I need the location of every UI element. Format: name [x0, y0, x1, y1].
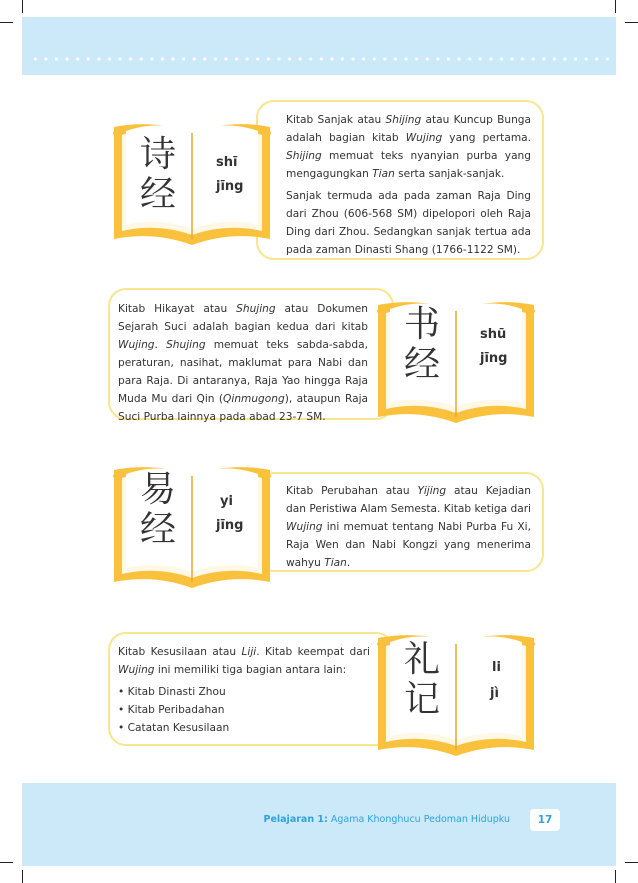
book-shape [192, 125, 258, 229]
book-illustration-yijing [110, 456, 274, 594]
liji-description [118, 643, 370, 679]
pinyin-label: shī [216, 155, 238, 170]
crop-mark [625, 862, 638, 863]
lesson-title: Agama Khonghucu Pedoman Hidupku [330, 814, 510, 825]
list-item: • Kitab Dinasti Zhou [118, 686, 226, 698]
footer-text [263, 814, 510, 825]
page-number: 17 [530, 809, 560, 831]
crop-mark [22, 870, 23, 883]
crop-mark [615, 870, 616, 883]
pinyin-label: yi [220, 494, 233, 509]
pinyin-label: jīng [480, 351, 508, 366]
hanzi-char: 书 [404, 304, 441, 345]
hanzi-char: 诗 [140, 134, 177, 175]
shujing-description [118, 300, 368, 426]
crop-mark [615, 0, 616, 13]
hanzi-char: 经 [140, 174, 177, 215]
lesson-label: Pelajaran 1: [263, 814, 328, 825]
yijing-description [286, 482, 531, 572]
hanzi-char: 礼 [404, 639, 441, 680]
hanzi-char: 经 [140, 509, 177, 550]
list-item: • Kitab Peribadahan [118, 704, 225, 716]
pinyin-label: li [492, 660, 501, 675]
paragraph: Sanjak termuda ada pada zaman Raja Ding dari Zhou (606-568 SM) dipelopori oleh Raja Ding dari Zhou. Sedangkan sanjak tertua ada pada zaman Dinasti Shang (1766-1122 SM). [286, 190, 531, 256]
paragraph: Kitab Sanjak atau Shijing atau Kuncup Bunga adalah bagian kitab Wujing yang pertama. Shijing memuat teks nyanyian purba yang mengagungkan Tian serta sanjak-sanjak. [286, 114, 532, 180]
crop-mark [22, 0, 23, 13]
header-band [22, 17, 616, 75]
pinyin-label: jì [490, 686, 499, 701]
hanzi-char: 易 [140, 469, 177, 510]
book-shape [456, 636, 522, 740]
pinyin-label: jīng [216, 179, 244, 194]
book-illustration-liji [374, 624, 538, 762]
paragraph: Kitab Kesusilaan atau Liji. Kitab keempat dari Wujing ini memiliki tiga bagian antara lain: [118, 646, 370, 676]
paragraph: Kitab Hikayat atau Shujing atau Dokumen Sejarah Suci adalah bagian kedua dari kitab Wujing. Shujing memuat teks sabda-sabda, peraturan, nasihat, maklumat para Nabi dan para Raja. Di antaranya, Raja Yao hingga Raja Muda Mu dari Qin (Qinmugong), ataupun Raja Suci Purba lainnya pada abad 23-7 SM. [118, 303, 369, 423]
book-illustration-shijing [110, 113, 274, 251]
paragraph: Kitab Perubahan atau Yijing atau Kejadian dan Peristiwa Alam Semesta. Kitab ketiga dari Wujing ini memuat tentang Nabi Purba Fu Xi, Raja Wen dan Nabi Kongzi yang menerima wahyu Tian. [286, 485, 531, 569]
list-item: • Catatan Kesusilaan [118, 722, 230, 734]
dotted-line [30, 57, 610, 61]
crop-mark [625, 22, 638, 23]
book-illustration-shujing [374, 291, 538, 429]
hanzi-char: 记 [404, 679, 441, 720]
pinyin-label: jīng [216, 518, 244, 533]
crop-mark [0, 862, 13, 863]
pinyin-label: shū [480, 327, 507, 342]
shijing-description [286, 111, 531, 259]
hanzi-char: 经 [404, 344, 441, 385]
liji-bullet-list [118, 683, 368, 737]
crop-mark [0, 22, 13, 23]
